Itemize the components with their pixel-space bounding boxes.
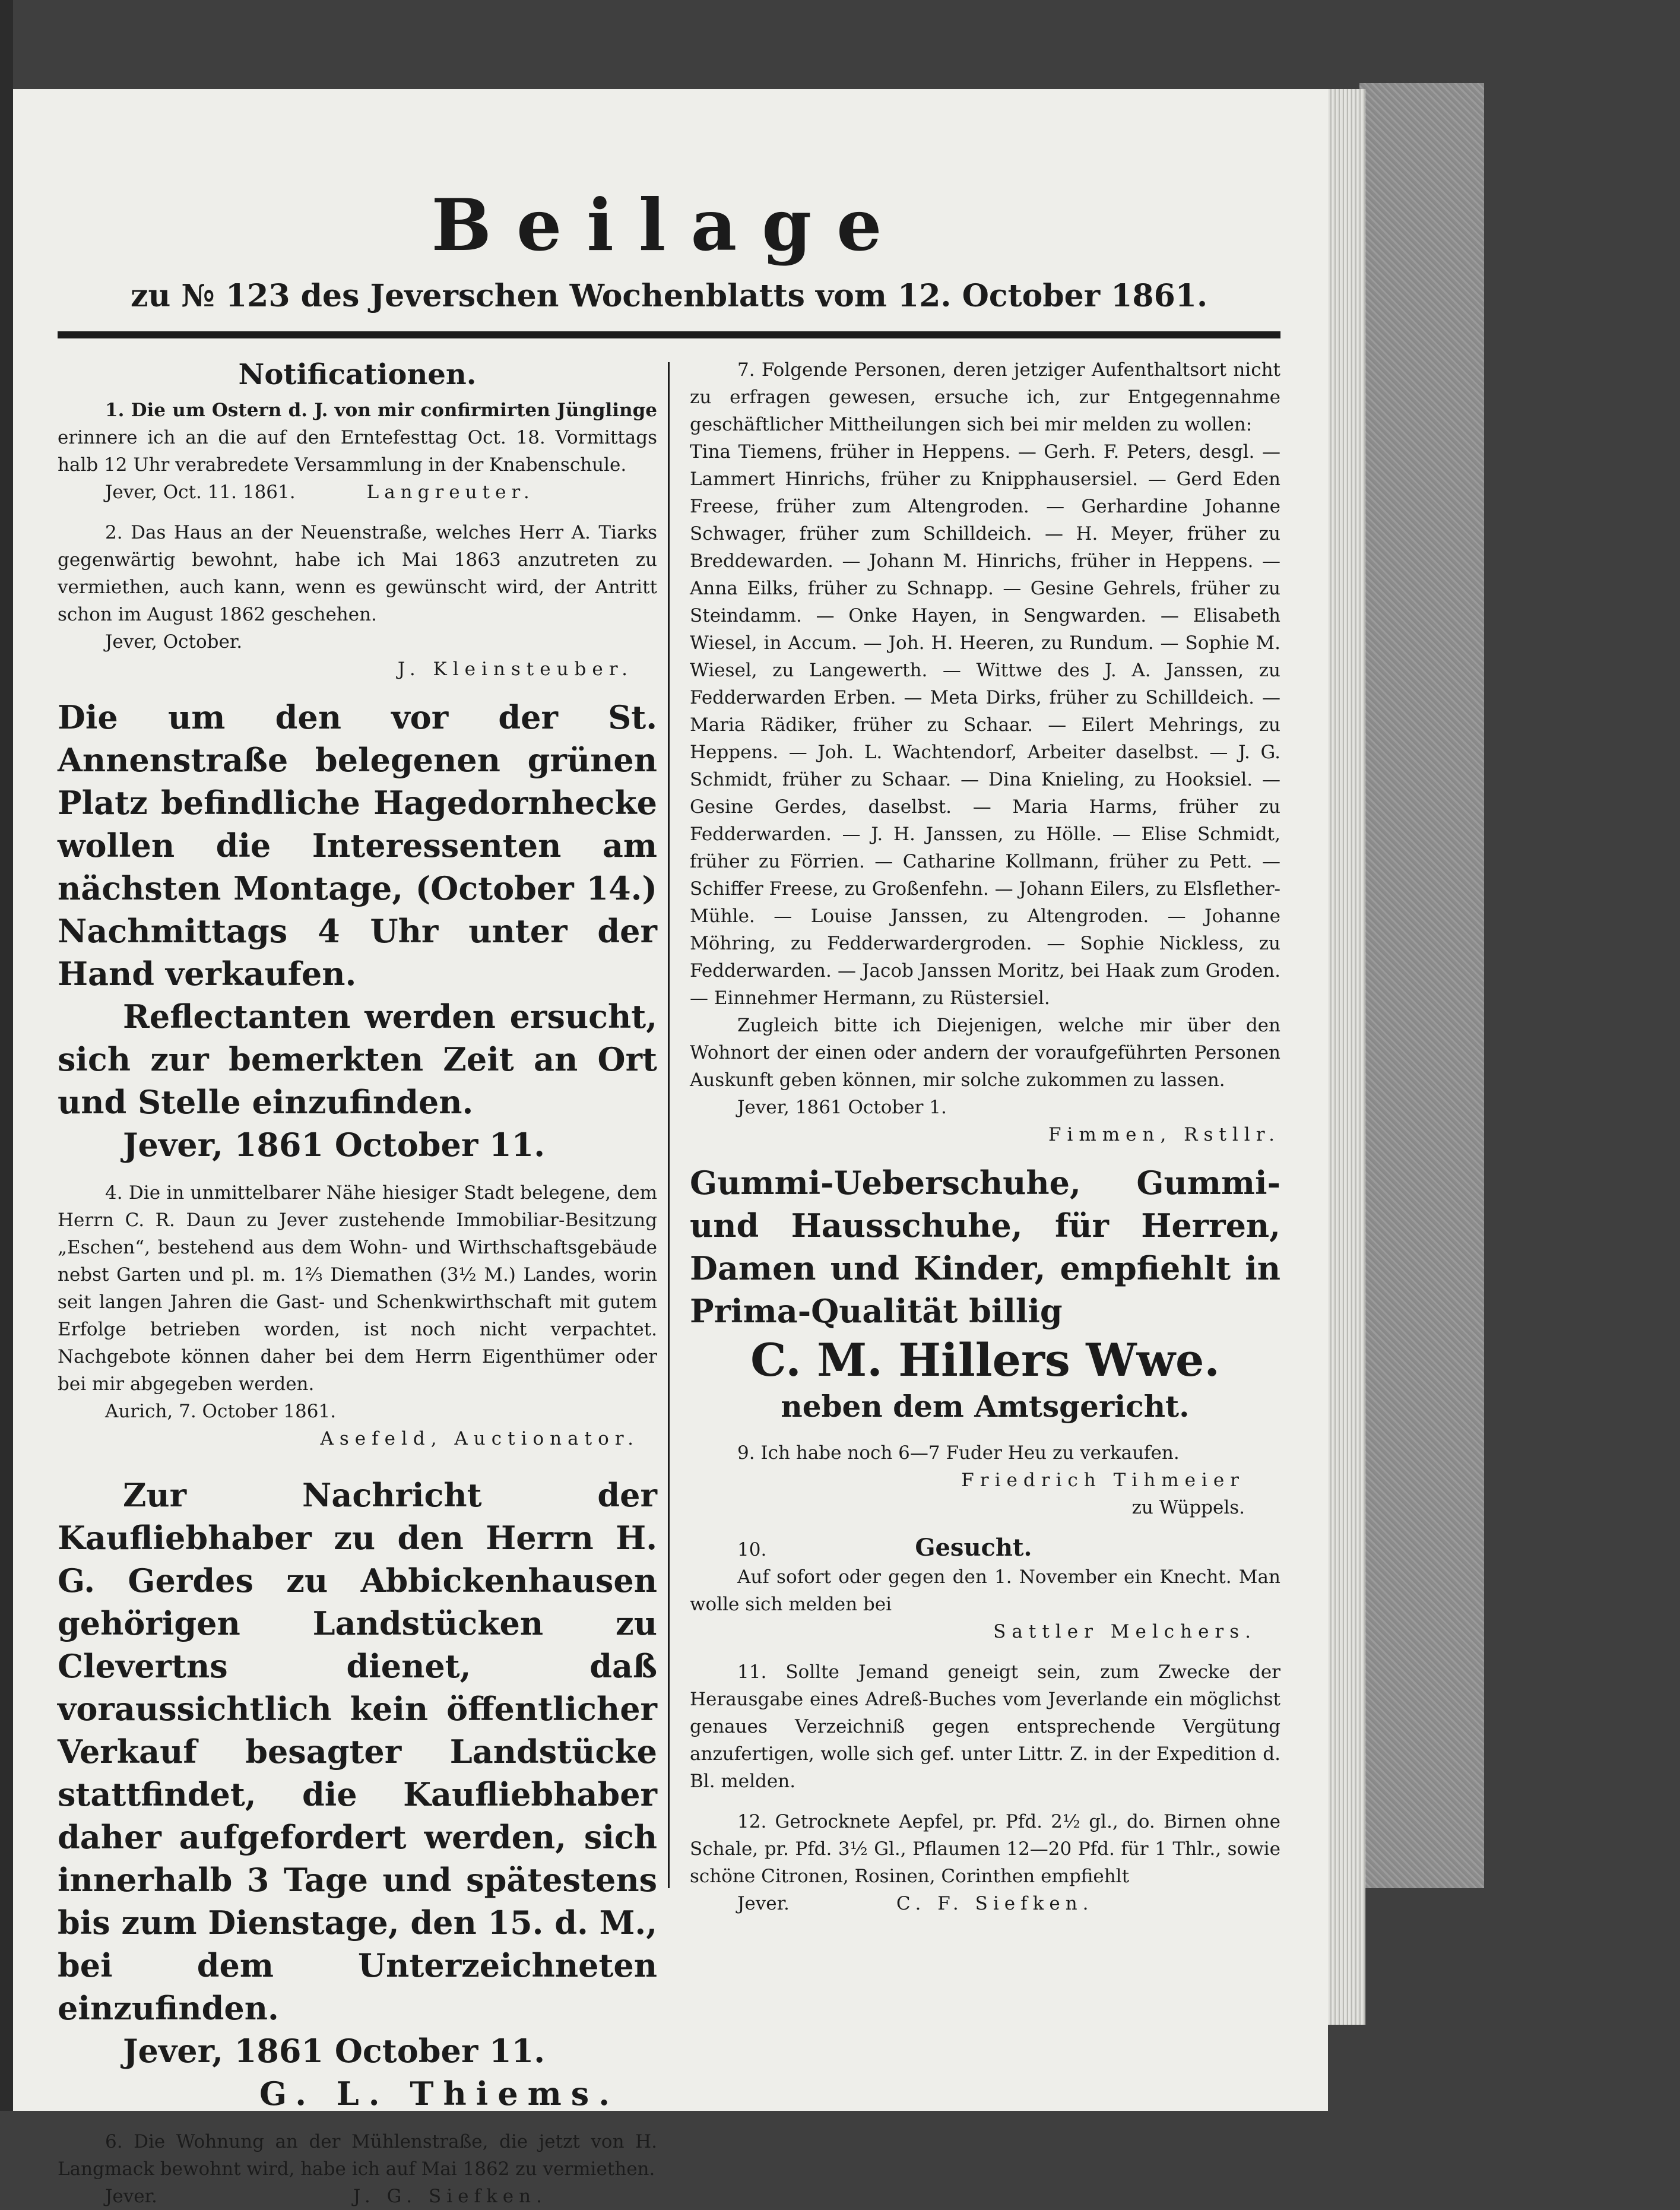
notice-1-lead: 1. Die um Ostern d. J. von mir confirmirten Jünglinge	[105, 400, 657, 421]
notice-7-place: Jever, 1861 October 1.	[737, 1097, 947, 1118]
notice-4-place: Aurich, 7. October 1861.	[105, 1401, 337, 1422]
spacer	[690, 1426, 1280, 1439]
notice-6-signature: J. G. Siefken.	[353, 2186, 547, 2207]
shop-name: C. M. Hillers Wwe.	[750, 1334, 1220, 1386]
notice-1-signature: Langreuter.	[366, 482, 535, 503]
notice-1-text: erinnere ich an die auf den Erntefesttag Oct. 18. Vormittags halb 12 Uhr verabredete Versammlung in der Knabenschule.	[58, 427, 657, 476]
notice-2-place: Jever, October.	[105, 631, 243, 653]
notice-12-signature: C. F. Siefken.	[896, 1893, 1094, 1914]
notice-9-signature: Friedrich Tihmeier	[961, 1470, 1245, 1491]
section-heading: Notificationen.	[238, 358, 477, 391]
notice-10-heading: Gesucht.	[915, 1534, 1032, 1562]
notice-3-text2: Reflectanten werden ersucht, sich zur bemerkten Zeit an Ort und Stelle einzufinden.	[58, 998, 657, 1121]
page-subtitle: zu № 123 des Jeverschen Wochenblatts vom 12. October 1861.	[130, 278, 1208, 314]
notice-9-signature-place: zu Wüppels.	[1131, 1497, 1245, 1518]
notice-5-place: Jever, 1861 October 11.	[123, 2032, 546, 2070]
notice-4-signature: Asefeld, Auctionator.	[320, 1428, 639, 1449]
notice-7: 7. Folgende Personen, deren jetziger Aufenthaltsort nicht zu erfragen gewesen, ersuche ich, zur Entgegennahme geschäftlicher Mittheilungen sich bei mir melden zu wollen:	[690, 359, 1280, 435]
notice-10-signature: Sattler Melchers.	[993, 1621, 1257, 1642]
spacer	[58, 2115, 657, 2128]
notice-12-footer	[690, 1890, 1280, 1917]
page-content	[58, 183, 1280, 2207]
notice-7-signature: Fimmen, Rstllr.	[1048, 1124, 1280, 1145]
notice-7-text2: Zugleich bitte ich Diejenigen, welche mir über den Wohnort der einen oder andern der voraufgeführten Personen Auskunft geben können, mir solche zukommen zu lassen.	[690, 1015, 1280, 1091]
left-column	[58, 356, 657, 2210]
notice-6-place: Jever.	[105, 2186, 157, 2207]
notice-12-place: Jever.	[737, 1893, 790, 1914]
notice-3: Die um den vor der St. Annenstraße belegenen grünen Platz befindliche Hagedornhecke wollen die Interessenten am nächsten Montage, (October 14.) Nachmittags 4 Uhr unter der Hand verkaufen.	[58, 698, 657, 993]
spacer	[58, 506, 657, 519]
spacer	[690, 1521, 1280, 1534]
spacer	[58, 683, 657, 696]
notice-11: 11. Sollte Jemand geneigt sein, zum Zwecke der Herausgabe eines Adreß-Buches vom Jeverlande ein möglichst genaues Verzeichniß gegen entsprechende Vergütung anzufertigen, wolle sich gef. unter Littr. Z. in der Expedition d. Bl. melden.	[690, 1661, 1280, 1792]
notice-1-footer	[58, 479, 657, 506]
notice-12: 12. Getrocknete Aepfel, pr. Pfd. 2½ gl., do. Birnen ohne Schale, pr. Pfd. 3½ Gl., Pflaumen 12—20 Pfd. für 1 Thlr., sowie schöne Citronen, Rosinen, Corinthen empfiehlt	[690, 1811, 1280, 1887]
book-cover-left	[0, 0, 13, 2111]
notice-7-list: Tina Tiemens, früher in Heppens. — Gerh. F. Peters, desgl. — Lammert Hinrichs, früher zu Knipphausersiel. — Gerd Eden Freese, früher zum Altengroden. — Gerhardine Johanne Schwager, früher zum Schilldeich. — H. Meyer, früher zu Breddewarden. — Johann M. Hinrichs, früher in Heppens. — Anna Eilks, früher zu Schnapp. — Gesine Gehrels, früher zu Steindamm. — Onke Hayen, in Sengwarden. — Elisabeth Wiesel, in Accum. — Joh. H. Heeren, zu Rundum. — Sophie M. Wiesel, zu Langewerth. — Wittwe des J. A. Janssen, zu Fedderwarden Erben. — Meta Dirks, früher zu Schilldeich. — Maria Rädiker, früher zu Schaar. — Eilert Mehrings, zu Heppens. — Joh. L. Wachtendorf, Arbeiter daselbst. — J. G. Schmidt, früher zu Schaar. — Dina Knieling, zu Hooksiel. — Gesine Gerdes, daselbst. — Maria Harms, früher zu Fedderwarden. — J. H. Janssen, zu Hölle. — Elise Schmidt, früher zu Förrien. — Catharine Kollmann, früher zu Pett. — Schiffer Freese, zu Großenfehn. — Johann Eilers, zu Elsflether-Mühle. — Louise Janssen, zu Altengroden. — Johanne Möhring, zu Fedderwardergroden. — Sophie Nickless, zu Fedderwarden. — Jacob Janssen Moritz, bei Haak zum Groden. — Einnehmer Hermann, zu Rüstersiel.	[690, 441, 1280, 1009]
spacer	[690, 1645, 1280, 1658]
column-divider	[668, 362, 670, 1888]
notice-10: Auf sofort oder gegen den 1. November ein Knecht. Man wolle sich melden bei	[690, 1566, 1280, 1615]
notice-3-place: Jever, 1861 October 11.	[123, 1126, 546, 1164]
notice-2: 2. Das Haus an der Neuenstraße, welches Herr A. Tiarks gegenwärtig bewohnt, habe ich Mai 1863 anzutreten zu vermiethen, auch kann, wenn es gewünscht wird, der Antritt schon im August 1862 geschehen.	[58, 522, 657, 625]
notice-2-signature: J. Kleinsteuber.	[397, 658, 633, 680]
spacer	[690, 1148, 1280, 1161]
notice-10-header	[690, 1534, 1280, 1563]
newspaper-page	[13, 89, 1328, 2207]
spacer	[58, 1452, 657, 1474]
notice-9: 9. Ich habe noch 6—7 Fuder Heu zu verkaufen.	[737, 1442, 1180, 1464]
notice-5-signature: G. L. Thiems.	[259, 2075, 620, 2113]
shop-location: neben dem Amtsgericht.	[781, 1389, 1190, 1424]
notice-6-footer	[58, 2183, 657, 2210]
notice-1	[58, 397, 657, 479]
notice-4: 4. Die in unmittelbarer Nähe hiesiger Stadt belegene, dem Herrn C. R. Daun zu Jever zustehende Immobiliar-Besitzung „Eschen“, bestehend aus dem Wohn- und Wirthschaftsgebäude nebst Garten und pl. m. 1⅔ Diemathen (3½ M.) Landes, worin seit langen Jahren die Gast- und Schenkwirthschaft mit gutem Erfolge betrieben worden, ist noch nicht verpachtet. Nachgebote können daher bei dem Herrn Eigenthümer oder bei mir abgegeben werden.	[58, 1182, 657, 1395]
notice-5: Zur Nachricht der Kaufliebhaber zu den Herrn H. G. Gerdes zu Abbickenhausen gehörigen Landstücken zu Clevertns dienet, daß voraussichtlich kein öffentlicher Verkauf besagter Landstücke stattfindet, die Kaufliebhaber daher aufgefordert werden, sich innerhalb 3 Tage und spätestens bis zum Dienstage, den 15. d. M., bei dem Unterzeichneten einzufinden.	[58, 1476, 657, 2027]
notice-8: Gummi-Ueberschuhe, Gummi- und Hausschuhe, für Herren, Damen und Kinder, empfiehlt in Prima-Qualität billig	[690, 1164, 1280, 1330]
page-title: Beilage	[431, 183, 907, 267]
spacer	[58, 1166, 657, 1179]
notice-6: 6. Die Wohnung an der Mühlenstraße, die jetzt von H. Langmack bewohnt wird, habe ich auf Mai 1862 zu vermiethen.	[58, 2131, 657, 2180]
notice-10-number: 10.	[737, 1539, 767, 1560]
right-column	[690, 356, 1280, 1917]
notice-1-place: Jever, Oct. 11. 1861.	[105, 482, 296, 503]
spacer	[690, 1795, 1280, 1808]
header-rule	[58, 331, 1280, 338]
book-cover-right	[1359, 83, 1484, 1888]
